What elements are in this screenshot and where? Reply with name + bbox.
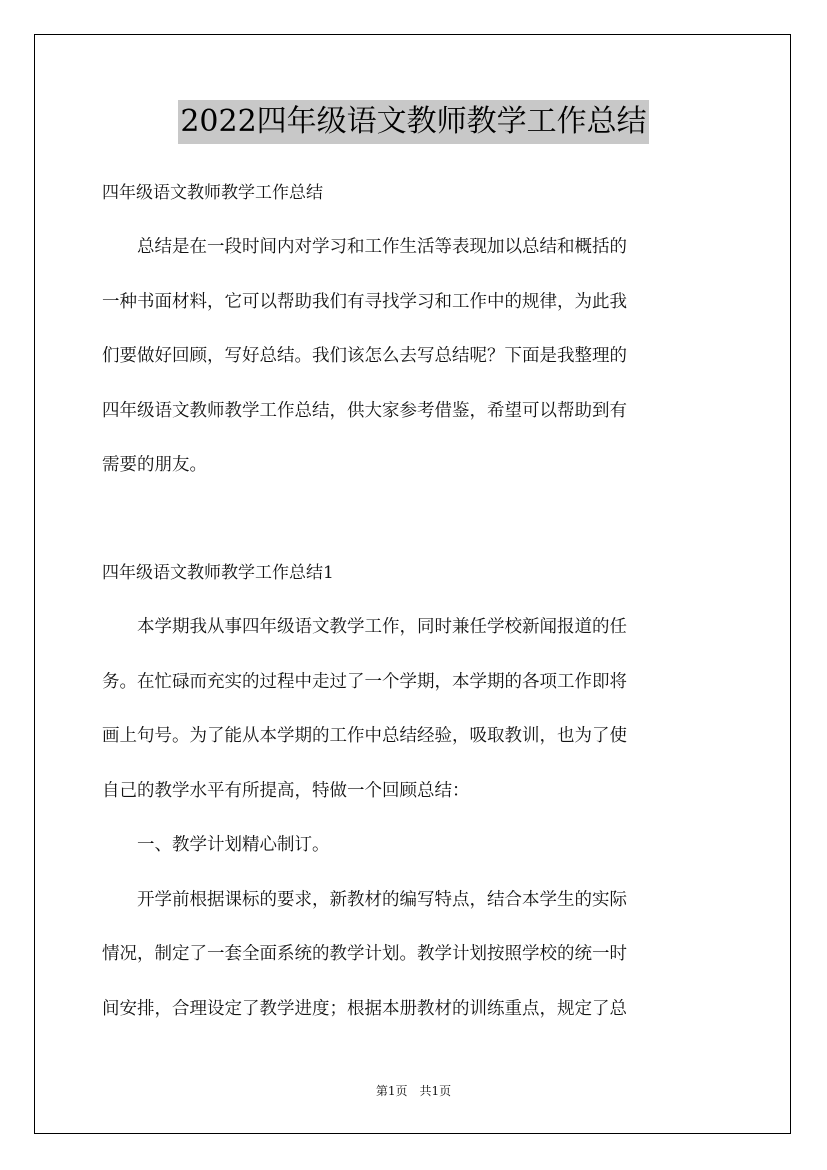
intro-line: 总结是在一段时间内对学习和工作生活等表现加以总结和概括的 bbox=[102, 237, 627, 257]
page-number: 第1页 共1页 bbox=[375, 1084, 452, 1098]
body-line: 自己的教学水平有所提高，特做一个回顾总结： bbox=[102, 780, 470, 801]
intro-line: 需要的朋友。 bbox=[102, 455, 207, 475]
intro-line: 一种书面材料，它可以帮助我们有寻找学习和工作中的规律，为此我 bbox=[102, 291, 627, 312]
intro-line: 四年级语文教师教学工作总结，供大家参考借鉴，希望可以帮助到有 bbox=[102, 400, 627, 421]
page-footer bbox=[0, 1082, 827, 1099]
section-heading-1: 四年级语文教师教学工作总结 bbox=[102, 183, 323, 203]
intro-paragraph bbox=[102, 220, 724, 493]
body-line: 一、教学计划精心制订。 bbox=[102, 835, 330, 855]
body-line: 间安排，合理设定了教学进度；根据本册教材的训练重点，规定了总 bbox=[102, 998, 627, 1019]
body-line: 务。在忙碌而充实的过程中走过了一个学期，本学期的各项工作即将 bbox=[102, 671, 627, 692]
body-paragraphs bbox=[102, 600, 724, 1036]
body-line: 画上句号。为了能从本学期的工作中总结经验，吸取教训，也为了使 bbox=[102, 726, 627, 746]
intro-line: 们要做好回顾，写好总结。我们该怎么去写总结呢？下面是我整理的 bbox=[102, 346, 627, 366]
title-container bbox=[0, 100, 827, 144]
document-title: 2022四年级语文教师教学工作总结 bbox=[178, 100, 648, 144]
body-line: 开学前根据课标的要求，新教材的编写特点，结合本学生的实际 bbox=[102, 889, 627, 910]
section-heading-2: 四年级语文教师教学工作总结1 bbox=[102, 563, 334, 583]
body-line: 情况，制定了一套全面系统的教学计划。教学计划按照学校的统一时 bbox=[102, 944, 627, 964]
body-line: 本学期我从事四年级语文教学工作，同时兼任学校新闻报道的任 bbox=[102, 617, 627, 637]
